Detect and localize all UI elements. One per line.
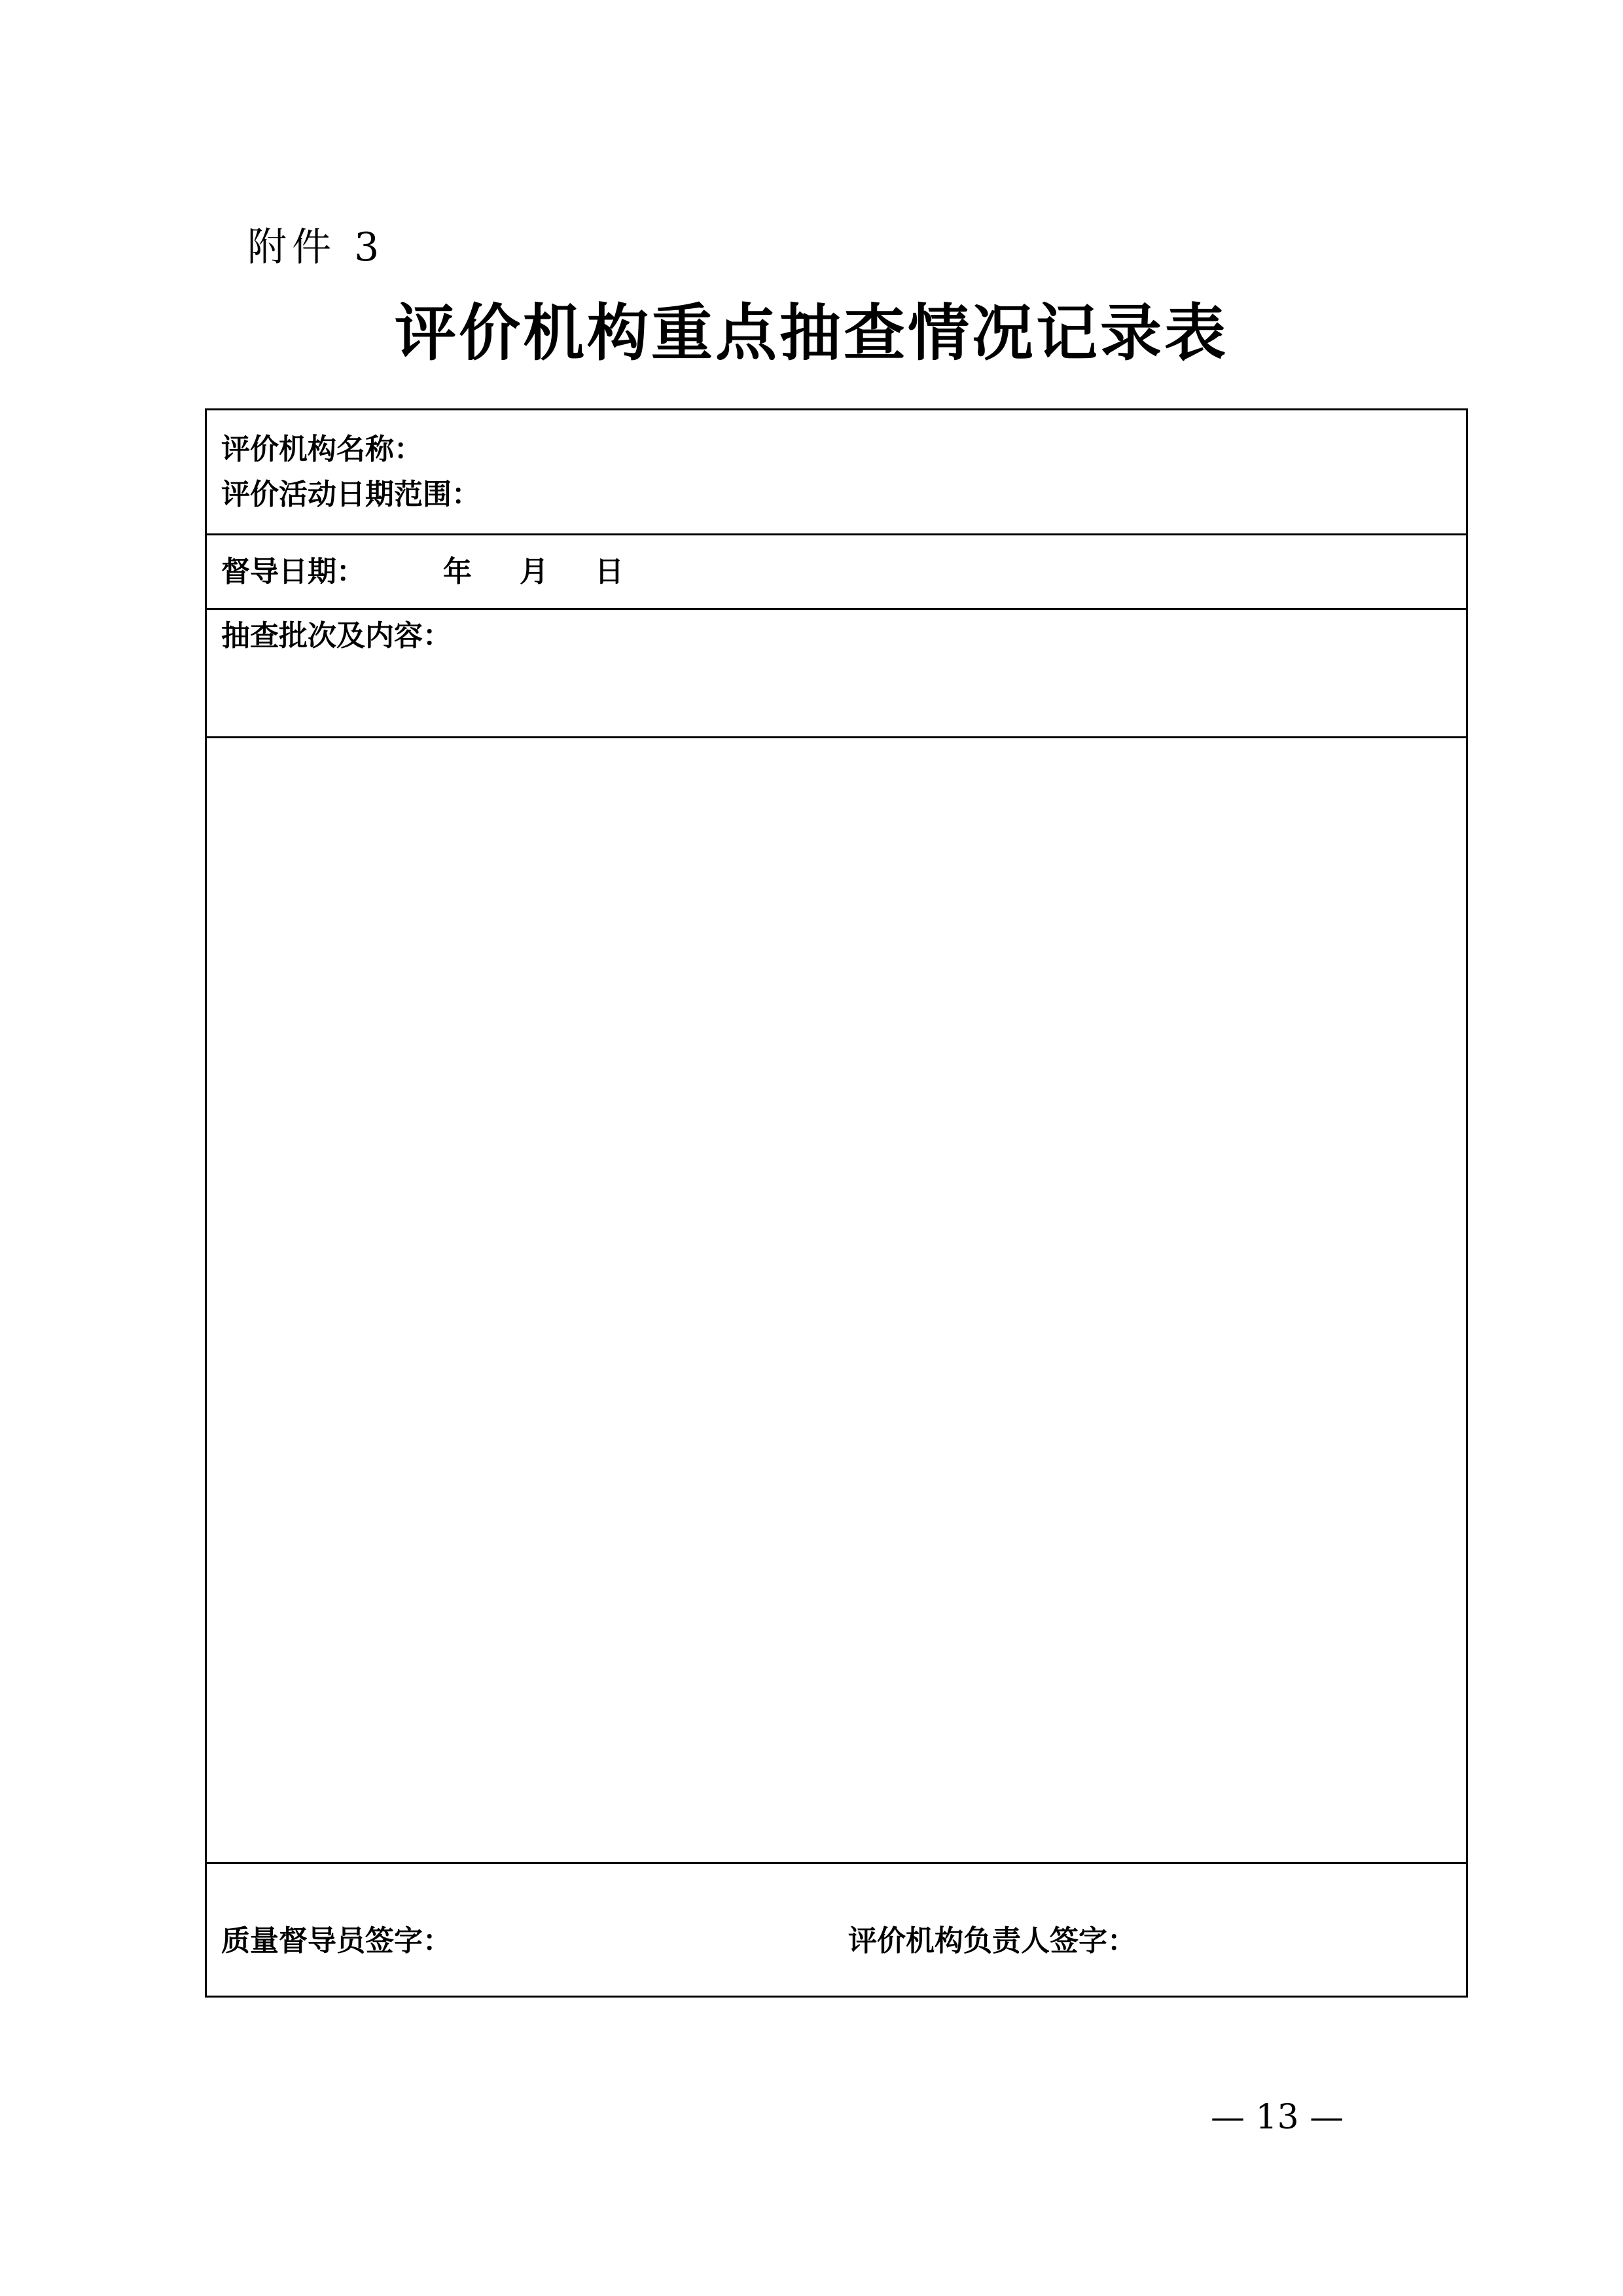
month-label: 月 [520,555,548,588]
supervision-date-row [207,535,1466,610]
batch-content-row [207,610,1466,738]
page-number: — 13 — [1211,2098,1344,2137]
inspection-record-form [205,408,1468,1998]
day-label: 日 [595,555,624,588]
inspection-notes-area [207,738,1466,1864]
batch-content-label: 抽查批次及内容： [221,619,452,653]
attachment-label: 附件 3 [247,224,385,270]
document-title: 评价机构重点抽查情况记录表 [394,298,1228,369]
institution-info-row [207,410,1466,535]
signature-row [207,1864,1466,1998]
supervisor-signature-label: 质量督导员签字： [221,1924,452,1958]
institution-name-label: 评价机构名称： [221,433,423,466]
year-label: 年 [443,555,472,588]
supervision-date-label: 督导日期： [221,555,365,588]
institution-leader-signature-label: 评价机构负责人签字： [848,1924,1136,1958]
activity-date-range-label: 评价活动日期范围： [221,478,480,511]
